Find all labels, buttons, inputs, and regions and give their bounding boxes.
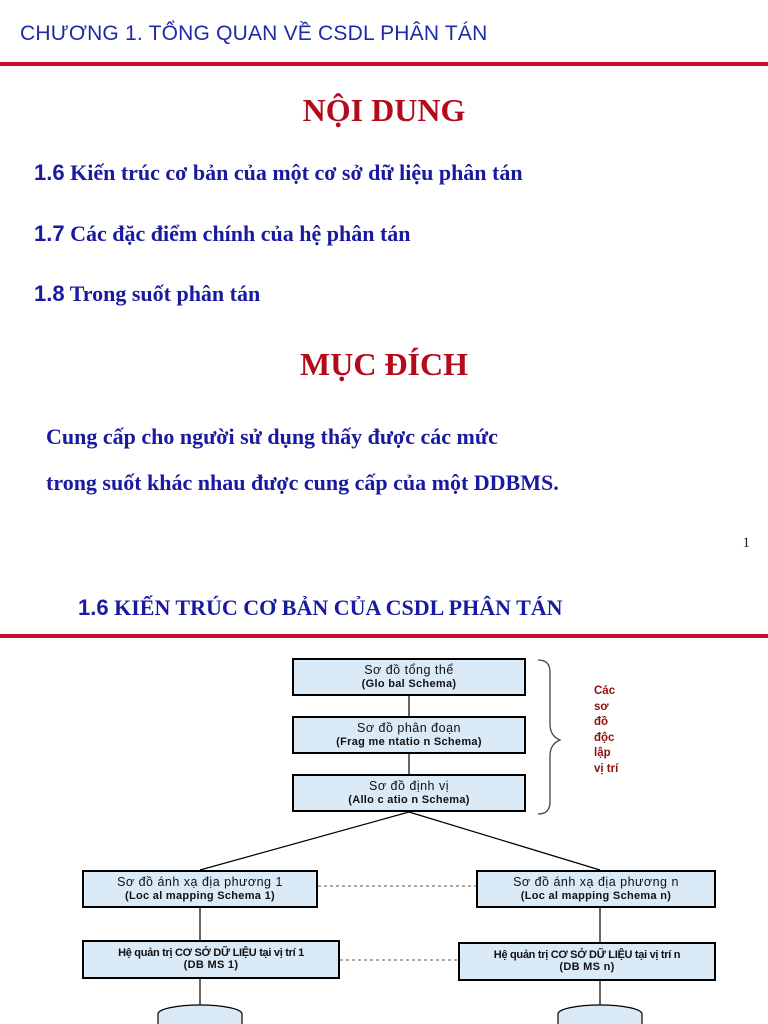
local-mapping-1-sublabel: (Loc al mapping Schema 1) bbox=[125, 889, 275, 902]
content-item-text: Kiến trúc cơ bản của một cơ sở dữ liệu phân tán bbox=[64, 160, 523, 185]
global-schema-sublabel: (Glo bal Schema) bbox=[361, 677, 457, 690]
fragmentation-schema-label: Sơ đồ phân đoạn bbox=[357, 721, 461, 735]
content-heading: NỘI DUNG bbox=[302, 92, 466, 128]
note-word: sơ bbox=[594, 700, 609, 713]
dbms-1-box bbox=[82, 940, 340, 979]
dbms-n-sublabel: (DB MS n) bbox=[559, 961, 615, 974]
note-word: vị trí bbox=[594, 762, 619, 775]
purpose-line-1: Cung cấp cho người sử dụng thấy được các mức bbox=[46, 424, 498, 449]
content-item-2 bbox=[34, 221, 411, 247]
content-item-3 bbox=[34, 281, 260, 307]
content-item-number: 1.6 bbox=[34, 160, 65, 185]
note-word: đồ bbox=[594, 716, 609, 728]
content-item-1 bbox=[34, 160, 523, 186]
content-item-number: 1.8 bbox=[34, 281, 65, 306]
global-schema-box bbox=[292, 658, 526, 696]
section-title-number: 1.6 bbox=[78, 595, 109, 620]
local-mapping-1-label: Sơ đồ ánh xạ địa phương 1 bbox=[117, 875, 283, 889]
local-mapping-n-box bbox=[476, 870, 716, 908]
purpose-line-2: trong suốt khác nhau được cung cấp của một DDBMS. bbox=[46, 470, 559, 495]
local-mapping-1-box bbox=[82, 870, 318, 908]
global-schema-label: Sơ đồ tổng thể bbox=[364, 663, 454, 677]
content-item-text: Trong suốt phân tán bbox=[64, 281, 261, 306]
title-divider bbox=[0, 62, 768, 66]
note-word: lập bbox=[594, 747, 611, 759]
purpose-heading: MỤC ĐÍCH bbox=[300, 346, 468, 382]
local-mapping-n-label: Sơ đồ ánh xạ địa phương n bbox=[513, 875, 679, 889]
fragmentation-schema-sublabel: (Frag me ntatio n Schema) bbox=[336, 735, 482, 748]
section-title bbox=[78, 595, 563, 621]
section-divider bbox=[0, 634, 768, 638]
note-word: Các bbox=[594, 685, 616, 697]
dbms-n-label: Hệ quản trị CƠ SỞ DỮ LIỆU tại vị trí n bbox=[493, 949, 681, 961]
dbms-n-box bbox=[458, 942, 716, 981]
chapter-title: CHƯƠNG 1. TỔNG QUAN VỀ CSDL PHÂN TÁN bbox=[20, 22, 488, 45]
allocation-schema-box bbox=[292, 774, 526, 812]
dbms-1-sublabel: (DB MS 1) bbox=[183, 959, 239, 972]
allocation-schema-sublabel: (Allo c atio n Schema) bbox=[348, 793, 470, 806]
content-item-number: 1.7 bbox=[34, 221, 65, 246]
page-number: 1 bbox=[742, 535, 750, 551]
location-independent-note bbox=[594, 684, 618, 777]
dbms-1-label: Hệ quản trị CƠ SỞ DỮ LIỆU tại vị trí 1 bbox=[118, 947, 304, 959]
content-item-text: Các đặc điểm chính của hệ phân tán bbox=[64, 221, 411, 246]
local-mapping-n-sublabel: (Loc al mapping Schema n) bbox=[520, 889, 672, 902]
curly-brace-icon bbox=[538, 660, 560, 814]
note-word: độc bbox=[594, 731, 615, 744]
fragmentation-schema-box bbox=[292, 716, 526, 754]
allocation-schema-label: Sơ đồ định vị bbox=[368, 779, 450, 793]
section-title-text: KIẾN TRÚC CƠ BẢN CỦA CSDL PHÂN TÁN bbox=[108, 595, 563, 620]
